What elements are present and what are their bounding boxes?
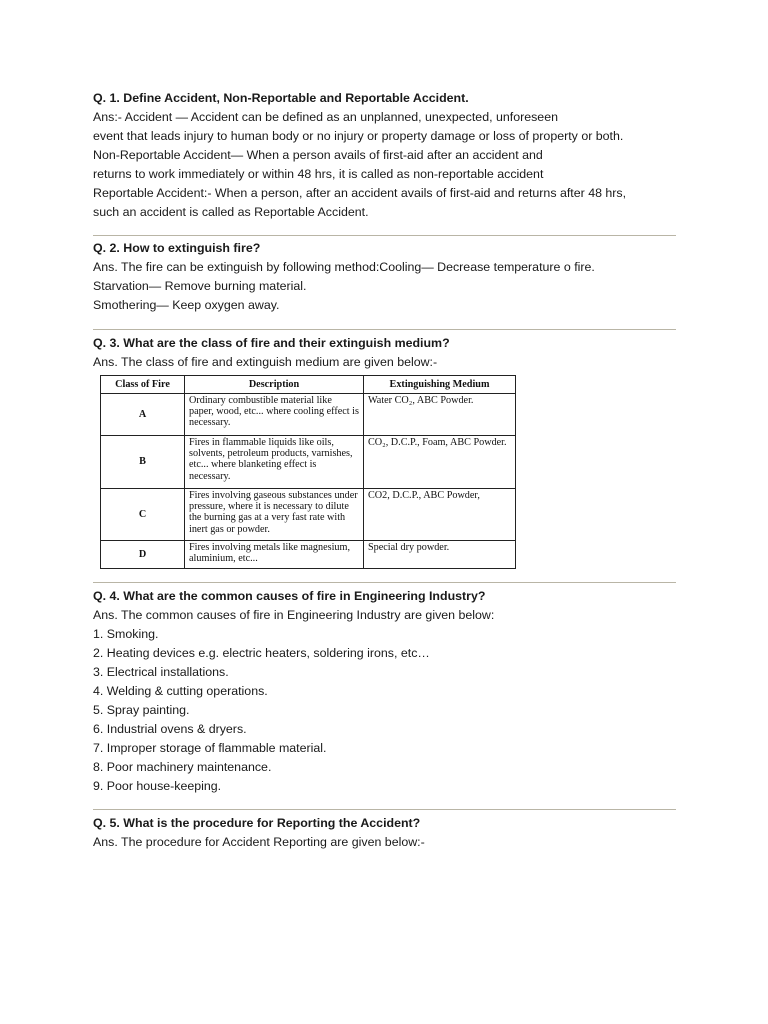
q5-question: Q. 5. What is the procedure for Reporting the Accident? — [93, 816, 421, 830]
list-item: 1. Smoking. — [93, 627, 159, 641]
table-header-row — [101, 376, 516, 394]
q1-answer-line: event that leads injury to human body or no injury or property damage or loss of property or both. — [93, 129, 624, 143]
table-header-class: Class of Fire — [101, 376, 185, 394]
q4-section — [93, 587, 683, 796]
section-divider — [93, 809, 676, 810]
table-row — [101, 394, 516, 436]
q2-answer-line: Starvation— Remove burning material. — [93, 279, 307, 293]
fire-description-cell: Ordinary combustible material like paper, wood, etc... where cooling effect is necessary. — [185, 394, 364, 436]
fire-description-cell: Fires involving metals like magnesium, aluminium, etc... — [185, 541, 364, 569]
list-item: 5. Spray painting. — [93, 703, 190, 717]
q4-answer: Ans. The common causes of fire in Engineering Industry are given below: — [93, 608, 495, 622]
list-item: 4. Welding & cutting operations. — [93, 684, 268, 698]
q3-section — [93, 334, 683, 372]
q3-question: Q. 3. What are the class of fire and their extinguish medium? — [93, 336, 450, 350]
list-item: 6. Industrial ovens & dryers. — [93, 722, 247, 736]
q1-answer-line: Non-Reportable Accident— When a person avails of first-aid after an accident and — [93, 148, 543, 162]
q4-question: Q. 4. What are the common causes of fire in Engineering Industry? — [93, 589, 486, 603]
q1-answer-line: Ans:- Accident — Accident can be defined as an unplanned, unexpected, unforeseen — [93, 110, 558, 124]
q2-answer-line: Smothering— Keep oxygen away. — [93, 298, 280, 312]
fire-class-cell: B — [101, 436, 185, 489]
q2-question: Q. 2. How to extinguish fire? — [93, 241, 261, 255]
q1-answer-line: such an accident is called as Reportable Accident. — [93, 205, 369, 219]
list-item: 8. Poor machinery maintenance. — [93, 760, 272, 774]
q5-answer: Ans. The procedure for Accident Reporting are given below:- — [93, 835, 425, 849]
table-row — [101, 489, 516, 541]
q1-answer-line: Reportable Accident:- When a person, after an accident avails of first-aid and returns after 48 hrs, — [93, 186, 627, 200]
list-item: 2. Heating devices e.g. electric heaters, soldering irons, etc… — [93, 646, 430, 660]
fire-class-table — [100, 375, 516, 569]
table-header-medium: Extinguishing Medium — [364, 376, 516, 394]
extinguishing-medium-cell: Special dry powder. — [364, 541, 516, 569]
list-item: 9. Poor house-keeping. — [93, 779, 222, 793]
table-row — [101, 541, 516, 569]
extinguishing-medium-cell: CO₂, D.C.P., Foam, ABC Powder. — [364, 436, 516, 489]
q2-section — [93, 239, 683, 315]
q1-question: Q. 1. Define Accident, Non-Reportable and Reportable Accident. — [93, 91, 469, 105]
extinguishing-medium-cell: Water CO₂, ABC Powder. — [364, 394, 516, 436]
list-item: 3. Electrical installations. — [93, 665, 229, 679]
table-header-description: Description — [185, 376, 364, 394]
fire-class-cell: A — [101, 394, 185, 436]
section-divider — [93, 329, 676, 330]
q1-answer-line: returns to work immediately or within 48 hrs, it is called as non-reportable accident — [93, 167, 544, 181]
fire-class-cell: D — [101, 541, 185, 569]
list-item: 7. Improper storage of flammable material. — [93, 741, 327, 755]
q2-answer-line: Ans. The fire can be extinguish by following method:Cooling— Decrease temperature o fire. — [93, 260, 595, 274]
fire-description-cell: Fires in flammable liquids like oils, solvents, petroleum products, varnishes, etc... where blanketing effect is necessary. — [185, 436, 364, 489]
table-row — [101, 436, 516, 489]
fire-class-cell: C — [101, 489, 185, 541]
section-divider — [93, 235, 676, 236]
q1-section — [93, 89, 683, 222]
fire-description-cell: Fires involving gaseous substances under pressure, where it is necessary to dilute the burning gas at a very fast rate with inert gas or powder. — [185, 489, 364, 541]
extinguishing-medium-cell: CO2, D.C.P., ABC Powder, — [364, 489, 516, 541]
q3-answer: Ans. The class of fire and extinguish medium are given below:- — [93, 355, 438, 369]
q5-section — [93, 814, 683, 852]
section-divider — [93, 582, 676, 583]
